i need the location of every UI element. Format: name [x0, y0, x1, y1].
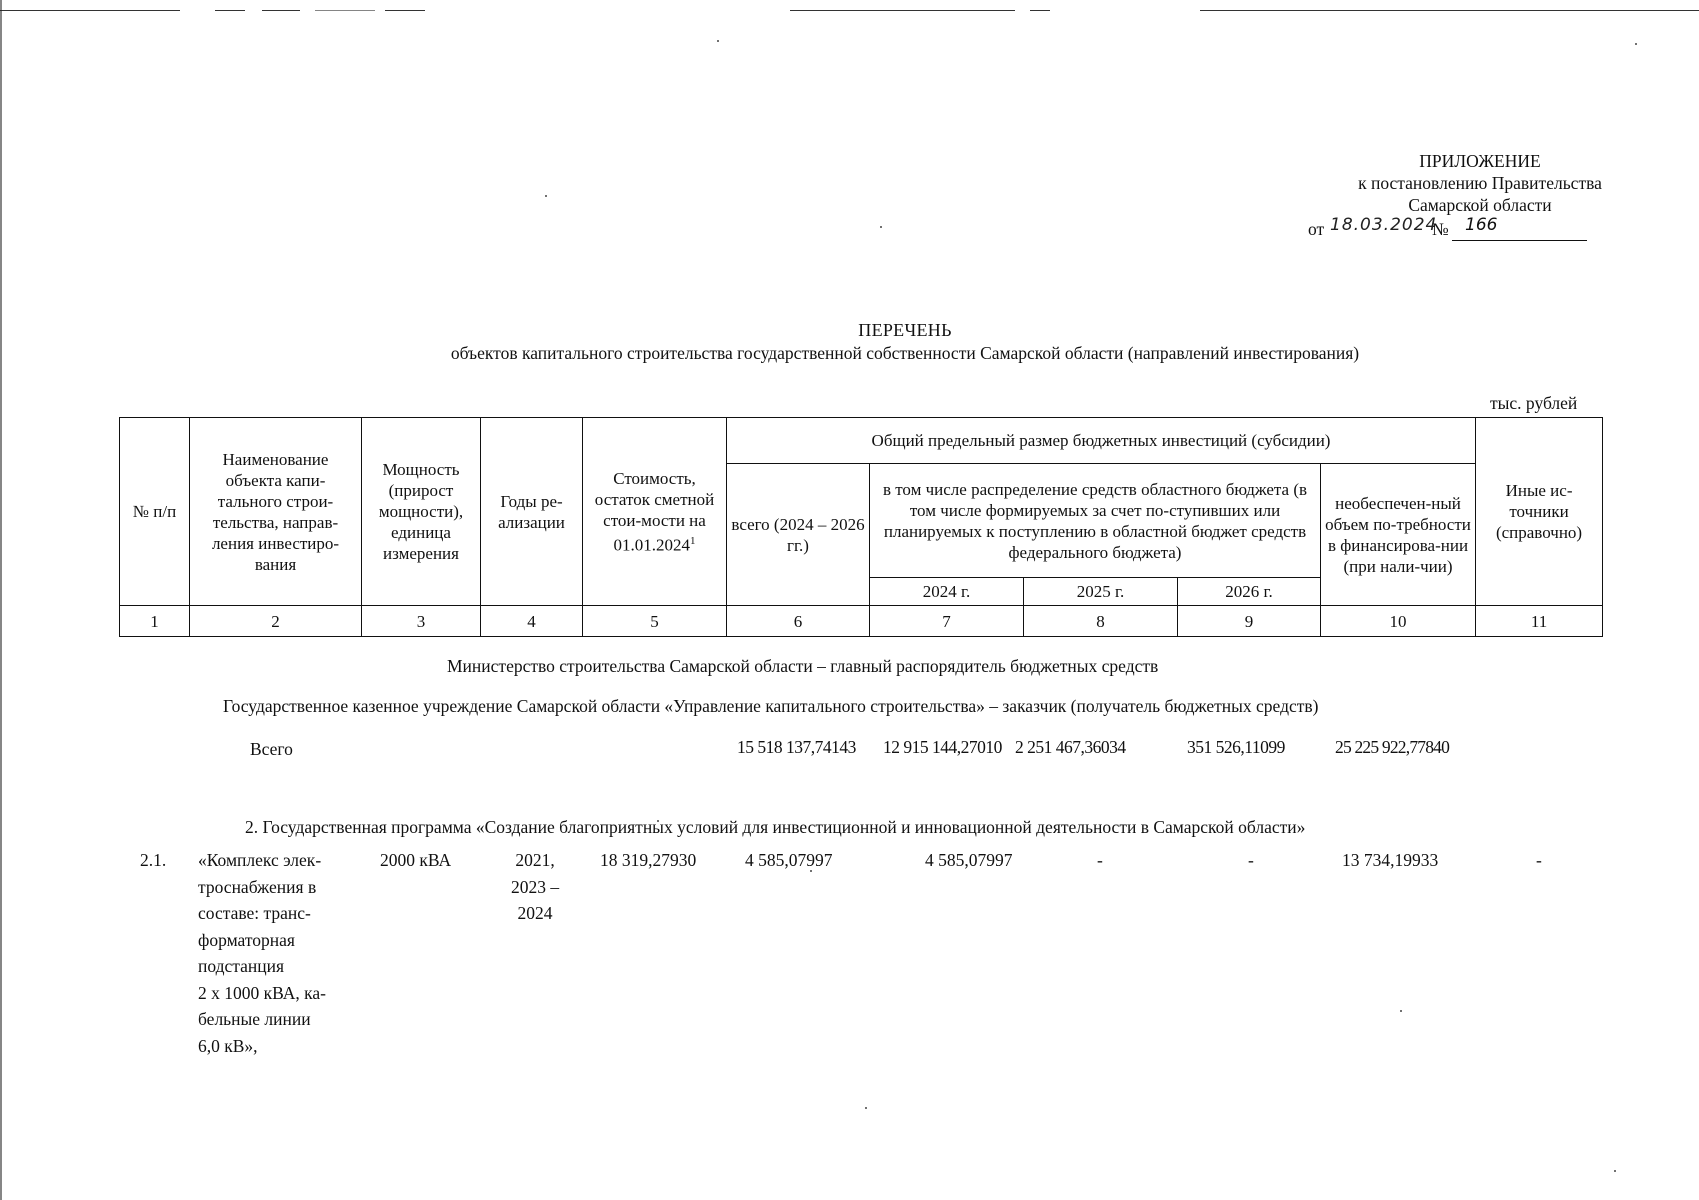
item-name-line: «Комплекс элек-	[198, 850, 322, 870]
item-name-line: бельные линии	[198, 1009, 311, 1029]
column-number: 1	[120, 606, 190, 637]
number-underline	[1452, 240, 1587, 241]
column-number: 9	[1178, 606, 1321, 637]
header-cost-footnote: 1	[690, 534, 696, 547]
scan-speck	[1635, 43, 1637, 45]
appendix-block	[1290, 150, 1670, 242]
item-years-line: 2021,	[515, 850, 555, 870]
item-capacity: 2000 кВА	[380, 850, 452, 870]
scan-speck	[1400, 1010, 1402, 1012]
total-label: Всего	[250, 739, 293, 759]
item-name-line: 2 х 1000 кВА, ка-	[198, 982, 326, 1003]
header-cost-text: Стоимость, остаток сметной стои-мости на 01.01.2024	[594, 468, 715, 555]
number-prefix: №	[1432, 219, 1449, 239]
item-2024: 4 585,07997	[925, 850, 1013, 870]
list-title: ПЕРЕЧЕНЬ	[858, 320, 952, 340]
total-2024: 12 915 144,27010	[883, 737, 1002, 757]
column-number: 4	[481, 606, 583, 637]
appendix-line1: к постановлению Правительства	[1358, 173, 1602, 193]
item-2026: -	[1248, 850, 1254, 870]
header-years: Годы ре-ализации	[481, 418, 583, 606]
total-2026: 351 526,11099	[1187, 737, 1285, 757]
item-name-line: форматорная	[198, 929, 295, 950]
header-year-2025: 2025 г.	[1024, 578, 1178, 606]
item-other: -	[1536, 850, 1542, 870]
column-number: 11	[1476, 606, 1603, 637]
header-unfunded: необеспечен-ный объем по-требности в финансирова-нии (при нали-чии)	[1321, 464, 1476, 606]
item-cost: 18 319,27930	[600, 850, 697, 870]
decree-reference	[1290, 216, 1670, 242]
scan-speck	[1614, 1170, 1616, 1172]
total-amount: 15 518 137,74143	[737, 737, 856, 757]
header-year-2026: 2026 г.	[1178, 578, 1321, 606]
date-prefix: от	[1308, 219, 1325, 239]
decree-date: 18.03.2024	[1330, 215, 1438, 235]
header-table	[119, 417, 1603, 637]
appendix-line2: Самарской области	[1408, 195, 1552, 215]
decree-number: 166	[1465, 215, 1498, 235]
column-number: 5	[583, 606, 727, 637]
header-number: № п/п	[120, 418, 190, 606]
column-number: 3	[362, 606, 481, 637]
list-subtitle: объектов капитального строительства государственной собственности Самарской области (направлений инвестирования)	[450, 343, 1360, 363]
column-number: 10	[1321, 606, 1476, 637]
units-label: тыс. рублей	[1490, 393, 1578, 413]
header-cost	[583, 418, 727, 606]
institution-line: Государственное казенное учреждение Самарской области «Управление капитального строительства» – заказчик (получатель бюджетных средств)	[223, 696, 1319, 716]
item-name-line: подстанция	[198, 956, 285, 976]
program-title: 2. Государственная программа «Создание благоприятных условий для инвестиционной и инновационной деятельности в Самарской области»	[245, 817, 1306, 837]
header-total: всего (2024 – 2026 гг.)	[727, 464, 870, 606]
header-year-2024: 2024 г.	[870, 578, 1024, 606]
column-number: 6	[727, 606, 870, 637]
header-capacity: Мощность (прирост мощности), единица измерения	[362, 418, 481, 606]
item-name-line: 6,0 кВ»,	[198, 1035, 258, 1056]
header-regional-budget: в том числе распределение средств областного бюджета (в том числе формируемых за счет по-ступивших или планируемых к поступлению в областной бюджет средств федерального бюджета)	[870, 464, 1321, 578]
item-total: 4 585,07997	[745, 850, 833, 870]
scan-edge-top	[0, 10, 1699, 12]
appendix-title: ПРИЛОЖЕНИЕ	[1419, 151, 1541, 171]
column-number: 2	[190, 606, 362, 637]
scan-edge-left	[0, 0, 2, 1200]
item-years-line: 2024	[517, 903, 553, 923]
column-number: 7	[870, 606, 1024, 637]
column-number: 8	[1024, 606, 1178, 637]
item-name	[198, 847, 368, 1059]
total-2025: 2 251 467,36034	[1015, 737, 1126, 757]
total-unfunded: 25 225 922,77840	[1335, 737, 1450, 757]
scan-speck	[545, 195, 547, 197]
scan-speck	[865, 1107, 867, 1109]
item-name-line: троснабжения в	[198, 876, 317, 897]
header-object-name: Наименование объекта капи-тального строи-тельства, направ-ления инвестиро-вания	[190, 418, 362, 606]
item-unfunded: 13 734,19933	[1342, 850, 1439, 870]
scan-speck	[880, 226, 882, 228]
item-number: 2.1.	[140, 850, 167, 870]
ministry-line: Министерство строительства Самарской области – главный распорядитель бюджетных средств	[447, 656, 1159, 676]
item-years	[500, 847, 570, 927]
header-other-sources: Иные ис-точники (справочно)	[1476, 418, 1603, 606]
item-years-line: 2023 –	[510, 876, 560, 897]
header-budget-group: Общий предельный размер бюджетных инвестиций (субсидии)	[727, 418, 1476, 464]
scan-speck	[717, 40, 719, 42]
item-name-line: составе: транс-	[198, 903, 311, 923]
item-2025: -	[1097, 850, 1103, 870]
